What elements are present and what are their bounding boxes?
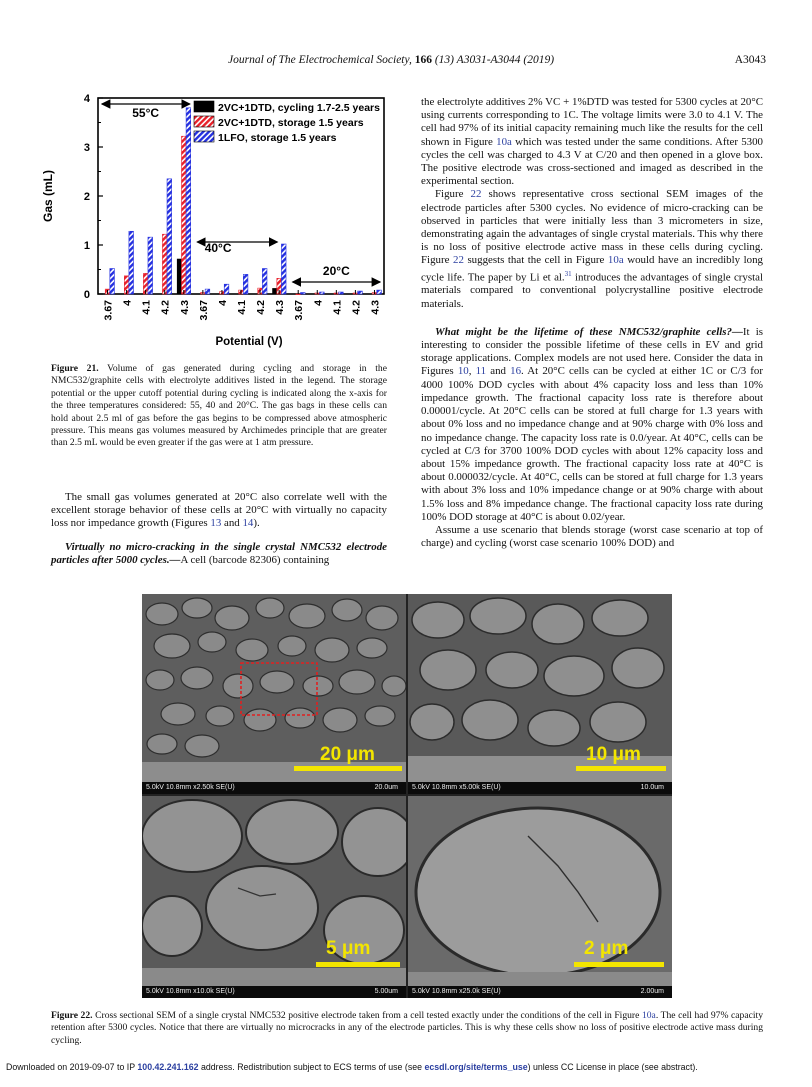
x-axis-label: Potential (V) (215, 336, 283, 348)
bar-storage-lfo (301, 293, 306, 294)
bar-cycling (177, 259, 182, 294)
x-tick-label: 4.2 (255, 300, 268, 315)
bar-storage-lfo (243, 274, 248, 294)
sem-figure (142, 594, 672, 998)
x-tick-label: 4.3 (274, 300, 287, 315)
bar-storage-lfo (358, 291, 363, 294)
bar-storage-lfo (320, 292, 325, 294)
link-figure-11[interactable]: 11 (475, 365, 487, 378)
figure-22-label: Figure 22. (51, 1010, 93, 1021)
link-figure-13[interactable]: 13 (210, 517, 222, 530)
x-tick-label: 4 (216, 300, 229, 306)
scale-label-2um: 2 μm (584, 938, 629, 959)
link-figure-10a-second[interactable]: 10a (607, 254, 624, 267)
x-tick-label: 3.67 (197, 300, 210, 321)
y-tick-label: 3 (83, 142, 90, 154)
sem-panel-5um (142, 796, 406, 998)
x-tick-label: 4 (312, 300, 325, 306)
section-heading-micro-cracking: Virtually no micro-cracking in the single crystal NMC532 electrode particles after 5000 cycles.— (51, 540, 387, 566)
y-tick-label: 4 (83, 93, 90, 105)
y-tick-label: 2 (83, 191, 90, 203)
bar-storage-vc-dtd (162, 234, 167, 294)
legend-swatch (194, 116, 214, 127)
y-tick-label: 1 (83, 240, 90, 252)
terms-link[interactable]: ecsdl.org/site/terms_use (424, 1062, 528, 1072)
bar-storage-vc-dtd (182, 136, 187, 294)
sem-info-bar-5um: 5.0kV 10.8mm x10.0k SE(U) 5.00um (142, 986, 406, 998)
bar-storage-lfo (224, 284, 229, 294)
bar-storage-lfo (205, 289, 210, 294)
paragraph-sem-images: Figure 22 shows representative cross sectional SEM images of the electrode particles after 5300 cycles. No evidence of micro-cracking can be observed in particles that were initially less than 3 micrometers in size, demonstrating again the advantages of single crystal materials. This why there is no loss of positive electrode active mass in these cells during cycling. Figure 22 suggests that the cell in Figure 10a would have an incredibly long cycle life. The paper by Li et al.$^{31}$ introduces the advantages of single crystal materials compared to conventional polycrystalline positive electrode materials. (421, 188, 763, 310)
bar-cycling (272, 288, 277, 294)
journal-header: Journal of The Electrochemical Society, 166 (13) A3031-A3044 (2019) (228, 54, 555, 66)
link-figure-10a[interactable]: 10a (496, 135, 512, 148)
legend-swatch (194, 101, 214, 112)
paragraph-cell-test: the electrolyte additives 2% VC + 1%DTD was tested for 5300 cycles at 20°C using currents corresponding to 1C. The voltage limits were 3.0 to 4.1 V. The cell had 97% of its initial capacity remaining much like the results for the cell shown in Figure 10a which was tested under the same conditions. After 5300 cycles the cell was charged to 4.3 V at C/20 and then opened in a glove box. The positive electrode was cross-sectioned and imaged as described in the experimental section. (421, 96, 763, 188)
scale-label-20um: 20 μm (320, 744, 375, 765)
x-tick-label: 4.3 (178, 300, 191, 315)
bar-storage-lfo (129, 231, 134, 294)
x-tick-label: 4.3 (369, 300, 382, 315)
scale-bar-5um (316, 962, 400, 967)
legend-entry: 1LFO, storage 1.5 years (218, 132, 337, 144)
x-tick-label: 4.1 (331, 300, 344, 315)
x-tick-label: 4.2 (350, 300, 363, 315)
x-tick-label: 3.67 (102, 300, 115, 321)
sem-image-2um (408, 796, 672, 986)
footer-ip: 100.42.241.162 (137, 1062, 199, 1072)
link-figure-10a-caption[interactable]: 10a (641, 1010, 656, 1021)
scale-label-10um: 10 μm (586, 744, 641, 765)
temperature-label: 40°C (204, 241, 232, 255)
sem-panel-10um (408, 594, 672, 794)
link-figure-22-second[interactable]: 22 (453, 254, 464, 267)
figure-22-caption: Figure 22. Cross sectional SEM of a single crystal NMC532 positive electrode taken from a cell tested exactly under the conditions of the cell in Figure 10a. The cell had 97% capacity retention after 5300 cycles. Notice that there are virtually no microcracks in any of the electrode particles. This is why these cells show no loss of positive electrode active mass during cycling. (51, 1010, 763, 1046)
x-tick-label: 4 (121, 300, 134, 306)
link-figure-22[interactable]: 22 (470, 188, 482, 201)
legend-entry: 2VC+1DTD, storage 1.5 years (218, 117, 364, 129)
bar-storage-lfo (262, 269, 267, 294)
paragraph-use-scenario: Assume a use scenario that blends storage (worst case scenario at top of charge) and cycling (worst case scenario 100% DOD) and (421, 523, 763, 550)
right-column-text (421, 96, 763, 550)
page-number: A3043 (734, 54, 766, 66)
y-axis-label: Gas (mL) (41, 169, 55, 223)
bar-storage-vc-dtd (296, 294, 301, 295)
temperature-label: 20°C (322, 264, 350, 278)
x-tick-label: 3.67 (293, 300, 306, 321)
paragraph-gas-20c: The small gas volumes generated at 20°C also correlate well with the excellent storage behavior of these cells at 20°C with virtually no capacity loss nor impedance growth (Figures 13 and 14). (51, 491, 387, 530)
bar-storage-lfo (377, 290, 382, 294)
figure-21-label: Figure 21. (51, 363, 99, 374)
link-figure-10[interactable]: 10 (457, 365, 469, 378)
legend-swatch (194, 131, 214, 142)
sem-info-bar-20um: 5.0kV 10.8mm x2.50k SE(U) 20.0um (142, 782, 406, 794)
x-tick-label: 4.1 (140, 300, 153, 315)
sem-panel-2um (408, 796, 672, 998)
temperature-label: 55°C (132, 106, 160, 120)
gas-volume-chart (38, 86, 388, 352)
figure-21-caption (51, 363, 387, 450)
bar-storage-lfo (339, 292, 344, 294)
figure-21-text: Volume of gas generated during cycling and storage in the NMC532/graphite cells with electrolyte additives listed in the legend. The storage potential or the upper cutoff potential during cycling is indicated along the x-axis for the three temperatures considered: 55, 40 and 20°C. The gas bags in these cells can hold about 2.5 ml of gas before the gas begins to be compressed above atmospheric pressure. This means gas volumes measured by Archimedes principle that are greater than 2.5 mL would be even greater if the gas were at 1 atm pressure. (51, 363, 387, 449)
bar-storage-lfo (148, 237, 153, 294)
bar-storage-lfo (281, 244, 286, 294)
bar-storage-lfo (110, 269, 115, 294)
sem-info-bar-10um: 5.0kV 10.8mm x5.00k SE(U) 10.0um (408, 782, 672, 794)
scale-bar-2um (574, 962, 664, 967)
y-tick-label: 0 (83, 289, 90, 301)
reference-31[interactable]: 31 (564, 269, 572, 278)
link-figure-14[interactable]: 14 (242, 517, 254, 530)
paragraph-lifetime: What might be the lifetime of these NMC532/graphite cells?—It is interesting to consider the possible lifetime of these cells in EV and grid storage applications. Complex models are not used here. Consider the data in Figures 10, 11 and 16. At 20°C cells can be cycled at either 1C or C/3 for 4000 100% DOD cycles with about 4% capacity loss and less than 10% impedance growth. The fractional capacity loss rate is therefore about 0.00001/cycle. At 20°C cells can be stored at full charge for 1.3 years with about 0% loss and no impedance change and at 90% charge with 0% loss and no impedance change. The capacity loss rate is 0.0/year. At 40°C, cells can be cycled at C/3 for 3700 100% DOD cycles with about 12% capacity loss and about 15% impedance growth. The fractional capacity loss rate at 40°C is about 0.000032/cycle. At 40°C, cells can be stored at full charge for 1.3 years with about 3% loss and 10% impedance change or at 90% charge with about 1.5% loss and 8% impedance change. The fractional capacity loss rate during 100% DOD storage at 40°C is about 0.02/year. (421, 325, 763, 523)
scale-bar-10um (576, 766, 666, 771)
scale-bar-20um (294, 766, 402, 771)
bar-storage-lfo (167, 179, 172, 294)
section-heading-lifetime: What might be the lifetime of these NMC532/graphite cells?— (435, 325, 743, 338)
legend-entry: 2VC+1DTD, cycling 1.7-2.5 years (218, 102, 380, 114)
left-column-text (51, 491, 387, 567)
download-footer: Downloaded on 2019-09-07 to IP 100.42.241.162 address. Redistribution subject to ECS terms of use (see ecsdl.org/site/terms_use) unless CC License in place (see abstract). (6, 1062, 698, 1072)
bar-storage-lfo (186, 108, 191, 294)
paragraph-micro-cracking: Virtually no micro-cracking in the single crystal NMC532 electrode particles after 5000 cycles.—A cell (barcode 82306) containing (51, 540, 387, 566)
x-tick-label: 4.1 (236, 300, 248, 315)
link-figure-16[interactable]: 16 (510, 365, 522, 378)
sem-info-bar-2um: 5.0kV 10.8mm x25.0k SE(U) 2.00um (408, 986, 672, 998)
scale-label-5um: 5 μm (326, 938, 371, 959)
x-tick-label: 4.2 (159, 300, 172, 315)
sem-panel-20um (142, 594, 406, 794)
